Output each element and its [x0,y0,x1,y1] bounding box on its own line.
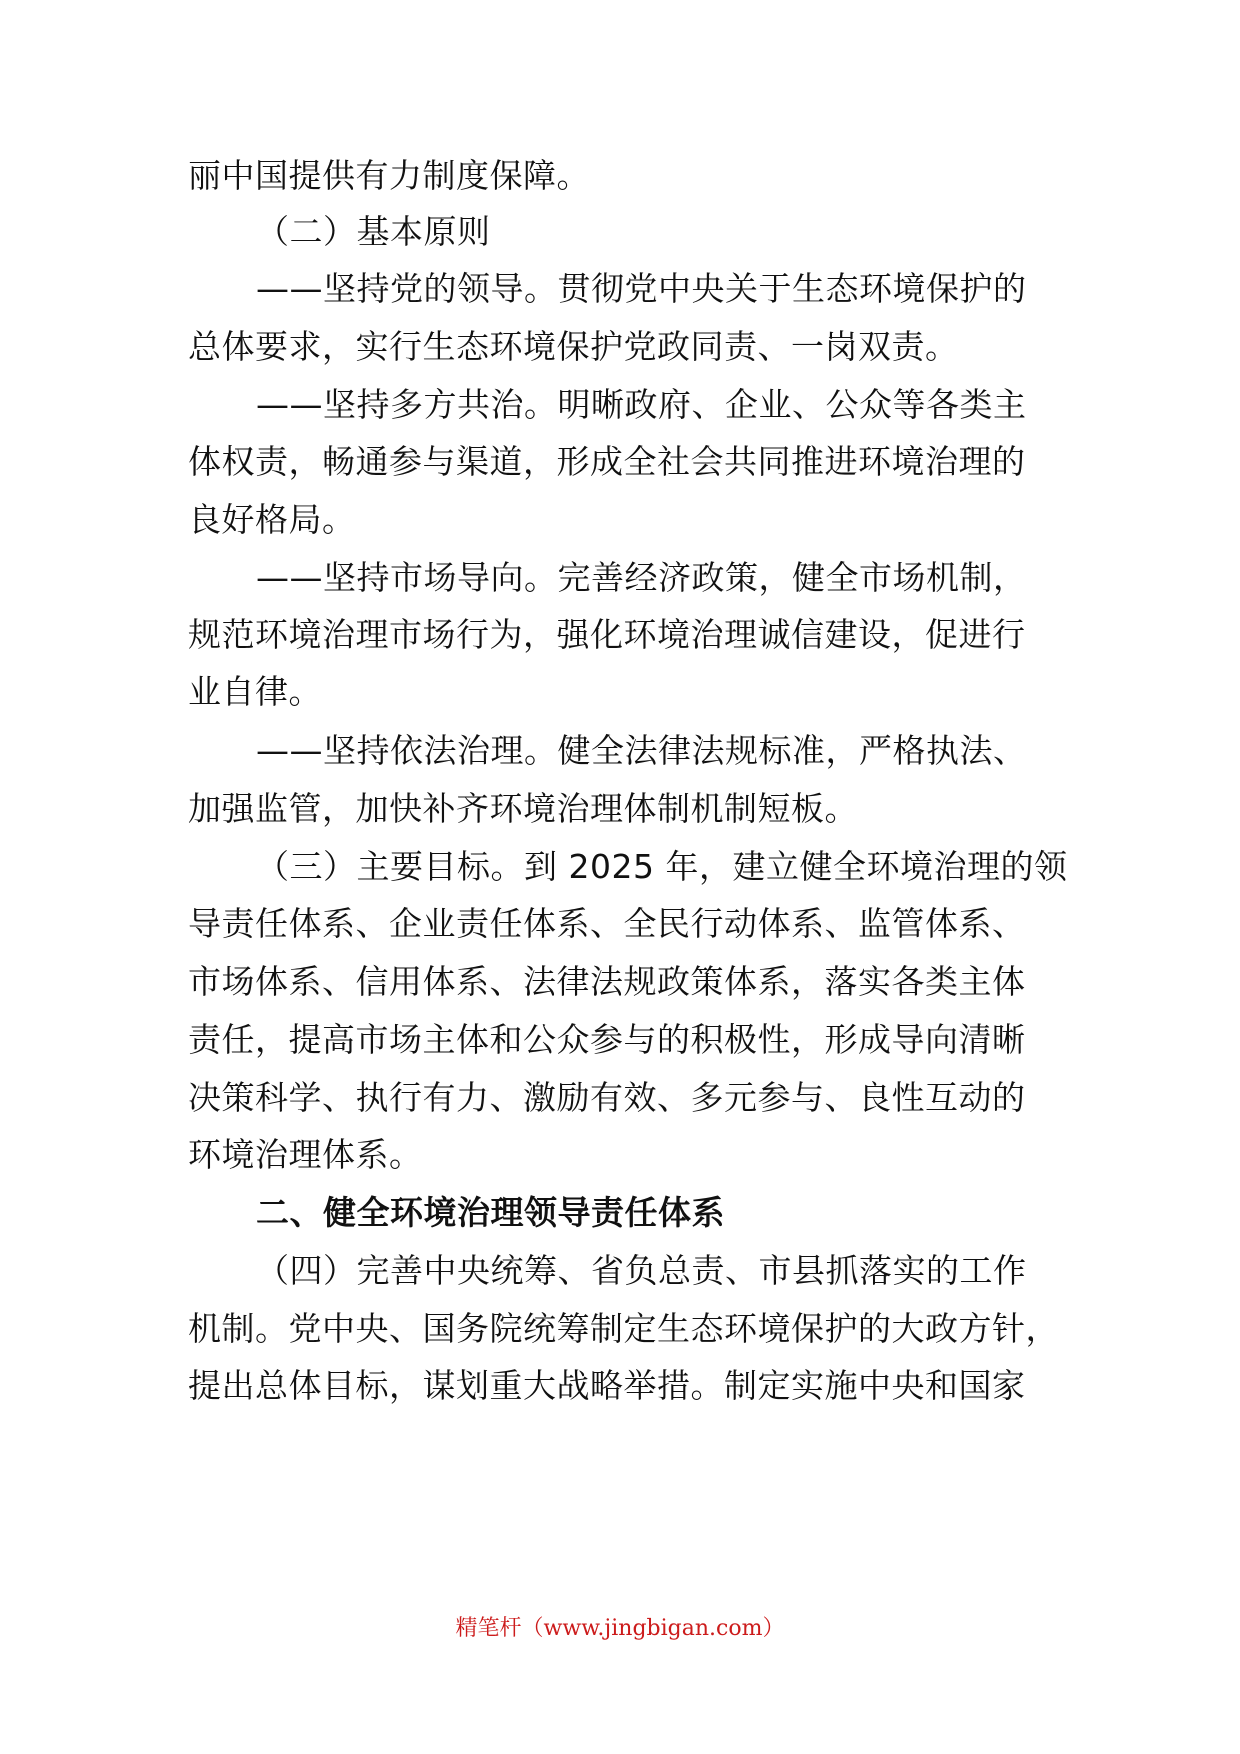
section-heading-leadership: 二、健全环境治理领导责任体系 [256,1193,725,1232]
paragraph-line: ——坚持党的领导。贯彻党中央关于生态环境保护的 [256,269,1027,308]
paragraph-line: 导责任体系、企业责任体系、全民行动体系、监管体系、 [188,904,1026,943]
paragraph-line: 市场体系、信用体系、法律法规政策体系，落实各类主体 [188,962,1026,1001]
paragraph-line: （三）主要目标。到 2025 年，建立健全环境治理的领 [256,847,1068,886]
paragraph-line: ——坚持多方共治。明晰政府、企业、公众等各类主 [256,385,1027,424]
paragraph-line: （四）完善中央统筹、省负总责、市县抓落实的工作 [256,1251,1027,1290]
paragraph-line: ——坚持市场导向。完善经济政策，健全市场机制， [256,558,1027,597]
paragraph-line: 业自律。 [188,672,322,711]
footer-watermark: 精笔杆（www.jingbigan.com） [455,1616,785,1641]
section-heading-basic-principles: （二）基本原则 [256,212,491,251]
paragraph-line: 丽中国提供有力制度保障。 [188,156,590,195]
paragraph-line: 决策科学、执行有力、激励有效、多元参与、良性互动的 [188,1078,1026,1117]
paragraph-line: 体权责，畅通参与渠道，形成全社会共同推进环境治理的 [188,442,1026,481]
paragraph-line: 规范环境治理市场行为，强化环境治理诚信建设，促进行 [188,615,1026,654]
paragraph-line: 提出总体目标，谋划重大战略举措。制定实施中央和国家 [188,1366,1026,1405]
paragraph-line: 责任，提高市场主体和公众参与的积极性，形成导向清晰 [188,1020,1026,1059]
paragraph-line: 环境治理体系。 [188,1135,423,1174]
paragraph-line: 机制。党中央、国务院统筹制定生态环境保护的大政方针， [188,1309,1059,1348]
paragraph-line: 总体要求，实行生态环境保护党政同责、一岗双责。 [188,327,959,366]
paragraph-line: 加强监管，加快补齐环境治理体制机制短板。 [188,789,858,828]
paragraph-line: 良好格局。 [188,500,356,539]
paragraph-line: ——坚持依法治理。健全法律法规标准，严格执法、 [256,731,1027,770]
